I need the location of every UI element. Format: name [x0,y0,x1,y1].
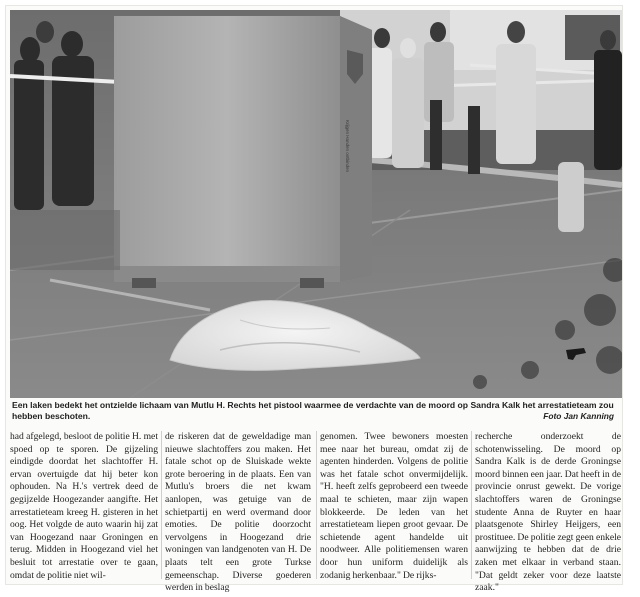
container-box [114,16,372,288]
photo-drawing [10,10,622,398]
article-column-3: genomen. Twee bewoners moesten mee naar het bureau, omdat zij de agenten hinderden. Volgens de politie was het fatale schot onvermijdelijk. "H. heeft zelfs geprobeerd een tweede maal te schieten, maar zijn wapen blokkeerde. De leden van het arrestatieteam liepen groot gevaar. De schietende agent handelde uit noodweer. Alle politiemensen waren door hun uniform duidelijk als zodanig herkenbaar." De rijks- [320,431,468,581]
column-divider [161,431,162,579]
column-divider [316,431,317,579]
article-column-1: had afgelegd, besloot de politie H. met spoed op te sporen. De gijzeling eindigde doordat het slachtoffer H. ervan overtuigde dat hij beter kon ophouden. Na H.'s vertrek deed de gegijzelde Hoogezander aangifte. Het arrestatieteam kreeg H. gisteren in het oog. Het volgde de auto waarin hij zat van Hoogezand naar Groningen en terug. Midden in Hoogezand viel het besluit tot arrestatie over te gaan, omdat de politie niet wil- [10,431,158,581]
photo-credit: Foto Jan Kanning [543,411,614,421]
container-text: Krijgen Handen ontbinden [345,120,350,173]
newspaper-clipping [6,6,622,594]
crime-scene-photo [10,10,622,398]
column-divider [471,431,472,579]
article-column-4: recherche onderzoekt de schotenwisseling. De moord op Sandra Kalk is de derde Groningse moord binnen een jaar. Dat heeft in de provincie onrust gewekt. De vorige slachtoffers waren de Groningse studente Anna de Ruyter en haar plaatsgenote Shirley Heijgers, een prostituee. De politie zegt geen enkele aanwijzing te hebben dat de drie zaken met elkaar in verband staan. "Dat geldt zeker voor deze laatste zaak." [475,431,621,594]
article-body [10,431,622,594]
article-column-2: de riskeren dat de geweldadige man nieuwe slachtoffers zou maken. Het fatale schot op de Sluiskade wekte grote beroering in de plaats. Een van Mutlu's broers die net kwam aanlopen, was getuige van de schietpartij en werd overmand door emoties. De politie doorzocht vervolgens in Hoogezand drie woningen van landgenoten van H. De plaats telt een grote Turkse gemeenschap. Diverse goederen werden in beslag [165,431,311,594]
photo-caption: Een laken bedekt het ontzielde lichaam van Mutlu H. Rechts het pistool waarmee de verdachte van de moord op Sandra Kalk het arrestatieteam zou hebben beschoten. [12,400,614,421]
